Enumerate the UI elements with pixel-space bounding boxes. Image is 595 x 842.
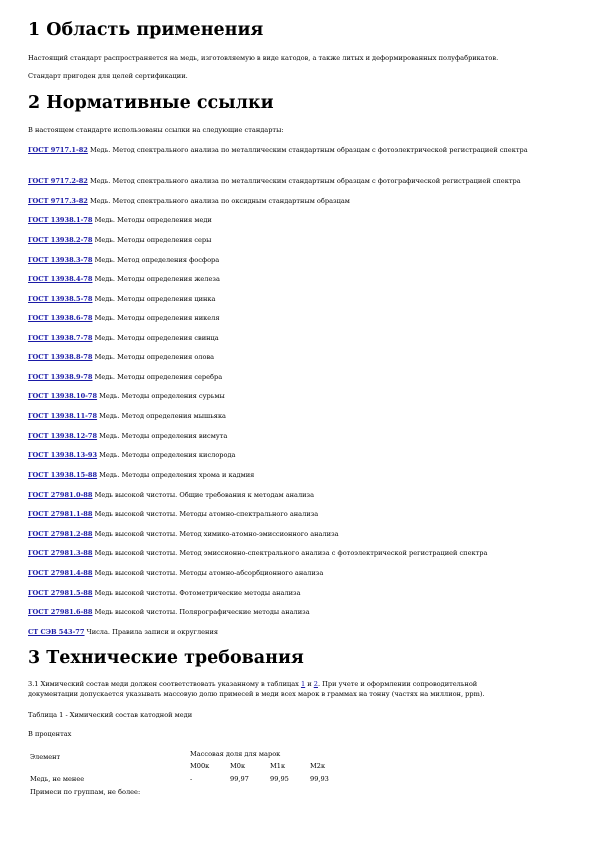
reference-link[interactable]: ГОСТ 27981.1-88 [28, 510, 93, 518]
reference-link[interactable]: ГОСТ 13938.9-78 [28, 373, 93, 381]
reference-item [28, 470, 568, 480]
reference-item [28, 294, 568, 304]
reference-title: Медь высокой чистоты. Полярографические методы анализа [92, 608, 310, 616]
section-3-paragraph-1: 3.1 Химический состав меди должен соответствовать указанному в таблицах 1 и 2. При учете и оформлении сопроводительной [28, 680, 478, 688]
table-row-label: Медь, не менее [30, 775, 85, 783]
table-1-link[interactable]: 1 [300, 680, 306, 688]
reference-item [28, 176, 568, 186]
reference-link[interactable]: ГОСТ 27981.4-88 [28, 569, 93, 577]
reference-item [28, 352, 568, 362]
section-2-intro: В настоящем стандарте использованы ссылки на следующие стандарты: [28, 126, 284, 134]
reference-title: Медь высокой чистоты. Общие требования к методам анализа [92, 491, 315, 499]
section-2-heading: 2 Нормативные ссылки [28, 93, 274, 113]
reference-link[interactable]: ГОСТ 13938.10-78 [28, 392, 98, 400]
reference-link[interactable]: ГОСТ 13938.13-93 [28, 451, 98, 459]
reference-title: Медь. Методы определения железа [92, 275, 220, 283]
section-1-paragraph-2: Стандарт пригоден для целей сертификации. [28, 72, 188, 80]
reference-title: Медь. Методы определения олова [92, 353, 215, 361]
reference-title: Числа. Правила записи и округления [84, 628, 218, 636]
reference-item [28, 548, 568, 558]
reference-link[interactable]: ГОСТ 13938.5-78 [28, 295, 93, 303]
reference-item [28, 568, 568, 578]
reference-item [28, 313, 568, 323]
reference-title: Медь высокой чистоты. Методы атомно-абсорбционного анализа [92, 569, 324, 577]
table-cell: 99,93 [310, 775, 329, 783]
reference-title: Медь высокой чистоты. Метод химико-атомно-эмиссионного анализа [92, 530, 339, 538]
reference-title: Медь. Методы определения хрома и кадмия [97, 471, 255, 479]
table-2-link[interactable]: 2 [313, 680, 318, 688]
reference-title: Медь высокой чистоты. Метод эмиссионно-спектрального анализа с фотоэлектрической регистрацией спектра [92, 549, 488, 557]
reference-title: Медь. Методы определения серы [92, 236, 212, 244]
table-unit: В процентах [28, 730, 72, 738]
reference-item [28, 196, 568, 206]
reference-item [28, 529, 568, 539]
reference-link[interactable]: ГОСТ 13938.2-78 [28, 236, 93, 244]
reference-link[interactable]: ГОСТ 27981.2-88 [28, 530, 93, 538]
reference-link[interactable]: ГОСТ 13938.12-78 [28, 432, 98, 440]
reference-link[interactable]: ГОСТ 27981.3-88 [28, 549, 93, 557]
reference-title: Медь высокой чистоты. Методы атомно-спектрального анализа [92, 510, 319, 518]
reference-item [28, 255, 568, 265]
reference-item [28, 274, 568, 284]
reference-item [28, 431, 568, 441]
table-header-grade: М1к [270, 762, 286, 770]
reference-link[interactable]: СТ СЭВ 543-77 [28, 628, 85, 636]
reference-title: Медь. Метод определения фосфора [92, 256, 220, 264]
reference-title: Медь. Метод определения мышьяка [97, 412, 226, 420]
table-row-label: Примеси по группам, не более: [30, 788, 141, 796]
reference-link[interactable]: ГОСТ 13938.4-78 [28, 275, 93, 283]
reference-link[interactable]: ГОСТ 13938.1-78 [28, 216, 93, 224]
reference-item [28, 607, 568, 617]
reference-link[interactable]: ГОСТ 13938.15-88 [28, 471, 98, 479]
reference-title: Медь высокой чистоты. Фотометрические методы анализа [92, 589, 301, 597]
reference-link[interactable]: ГОСТ 13938.6-78 [28, 314, 93, 322]
reference-item [28, 145, 568, 155]
reference-item [28, 333, 568, 343]
section-1-heading: 1 Область применения [28, 20, 264, 40]
reference-link[interactable]: ГОСТ 13938.8-78 [28, 353, 93, 361]
reference-title: Медь. Метод спектрального анализа по металлическим стандартным образцам с фотографической регистрацией спектра [87, 177, 521, 185]
table-header-grade: М00к [190, 762, 210, 770]
reference-item [28, 588, 568, 598]
reference-title: Медь. Метод спектрального анализа по оксидным стандартным образцам [87, 197, 350, 205]
reference-link[interactable]: ГОСТ 27981.5-88 [28, 589, 93, 597]
reference-link[interactable]: ГОСТ 9717.3-82 [28, 197, 88, 205]
table-header-grade: М2к [310, 762, 326, 770]
table-cell: - [190, 775, 193, 783]
section-3-heading: 3 Технические требования [28, 648, 304, 668]
reference-link[interactable]: ГОСТ 13938.11-78 [28, 412, 98, 420]
section-3-paragraph-1-line-2: документации допускается указывать массовую долю примесей в меди всех марок в граммах на тонну (частях на миллион, ppm). [28, 690, 485, 698]
reference-item [28, 627, 568, 637]
table-caption: Таблица 1 - Химический состав катодной меди [28, 711, 193, 719]
reference-title: Медь. Методы определения цинка [92, 295, 216, 303]
table-cell: 99,97 [230, 775, 249, 783]
reference-title: Медь. Методы определения меди [92, 216, 212, 224]
reference-item [28, 215, 568, 225]
reference-item [28, 490, 568, 500]
reference-item [28, 450, 568, 460]
reference-link[interactable]: ГОСТ 9717.1-82 [28, 146, 88, 154]
reference-item [28, 411, 568, 421]
reference-link[interactable]: ГОСТ 27981.0-88 [28, 491, 93, 499]
table-header-group: Массовая доля для марок [190, 750, 281, 758]
reference-link[interactable]: ГОСТ 13938.3-78 [28, 256, 93, 264]
reference-title: Медь. Метод спектрального анализа по металлическим стандартным образцам с фотоэлектрической регистрацией спектра [87, 146, 528, 154]
section-1-paragraph-1: Настоящий стандарт распространяется на медь, изготовляемую в виде катодов, а также литых и деформированных полуфабрикатов. [28, 54, 499, 62]
reference-link[interactable]: ГОСТ 27981.6-88 [28, 608, 93, 616]
reference-title: Медь. Методы определения кислорода [97, 451, 236, 459]
reference-item [28, 235, 568, 245]
reference-link[interactable]: ГОСТ 9717.2-82 [28, 177, 88, 185]
reference-item [28, 372, 568, 382]
reference-item [28, 391, 568, 401]
reference-title: Медь. Методы определения висмута [97, 432, 228, 440]
reference-title: Медь. Методы определения серебра [92, 373, 223, 381]
reference-title: Медь. Методы определения сурьмы [97, 392, 225, 400]
table-cell: 99,95 [270, 775, 289, 783]
table-header-element: Элемент [30, 753, 61, 761]
table-header-grade: М0к [230, 762, 246, 770]
reference-title: Медь. Методы определения свинца [92, 334, 219, 342]
reference-link[interactable]: ГОСТ 13938.7-78 [28, 334, 93, 342]
reference-item [28, 509, 568, 519]
reference-title: Медь. Методы определения никеля [92, 314, 220, 322]
